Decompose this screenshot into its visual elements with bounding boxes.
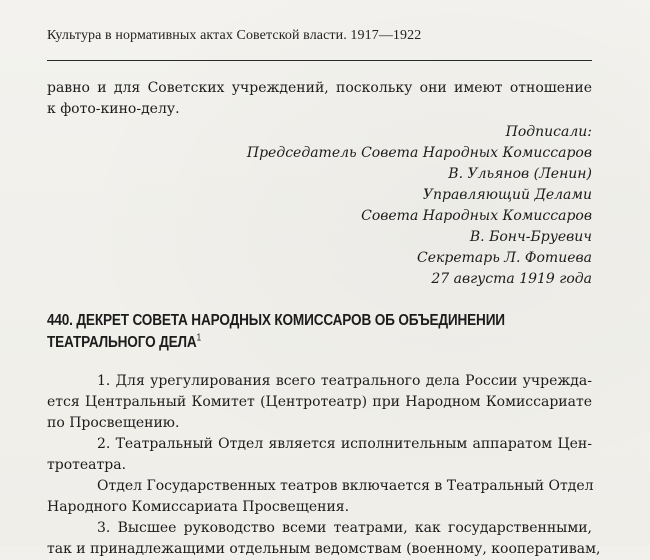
text-line: тротеатра. [47, 457, 127, 473]
signature-line: Совета Народных Комиссаров [361, 208, 592, 224]
text-line: Народного Комиссариата Просвещения. [47, 499, 350, 515]
decree-title [47, 310, 510, 354]
decree-paragraph-4 [47, 518, 601, 560]
text-line: к фото-кино-делу. [47, 101, 180, 117]
signature-line: Секретарь Л. Фотиева [417, 250, 592, 266]
decree-paragraph-3 [47, 476, 592, 518]
text-line: 3. Высшее руководство всеми театрами, как государственными, [97, 520, 592, 536]
signature-date: 27 августа 1919 года [431, 271, 592, 287]
signature-line: Председатель Совета Народных Комиссаров [246, 145, 592, 161]
signature-block [47, 122, 592, 290]
header-rule [47, 60, 592, 61]
text-line: равно и для Советских учреждений, поскольку они имеют отношение [47, 80, 592, 96]
decree-title-line: 440. ДЕКРЕТ СОВЕТА НАРОДНЫХ КОМИССАРОВ ОБ ОБЪЕДИНЕНИИ [47, 312, 505, 329]
text-line: так и принадлежащими отдельным ведомствам (военному, кооперативам, [47, 541, 601, 557]
text-line: ется Центральный Комитет (Центротеатр) при Народном Комиссариате [47, 394, 592, 410]
text-line: Отдел Государственных театров включается в Театральный Отдел [97, 478, 594, 494]
signature-line: В. Ульянов (Ленин) [448, 166, 592, 182]
signature-line: Подписали: [505, 124, 592, 140]
decree-paragraph-2 [47, 434, 592, 476]
text-line: 1. Для урегулирования всего театрального дела России учрежда- [97, 373, 592, 389]
decree-paragraph-1 [47, 371, 592, 434]
decree-title-text: ТЕАТРАЛЬНОГО ДЕЛА [47, 334, 197, 351]
footnote-mark: 1 [196, 332, 202, 344]
signature-line: Управляющий Делами [422, 187, 592, 203]
running-header: Культура в нормативных актах Советской власти. 1917—1922 [47, 28, 422, 43]
signature-line: В. Бонч-Бруевич [469, 229, 592, 245]
continuation-paragraph [47, 78, 592, 120]
text-line: 2. Театральный Отдел является исполнительным аппаратом Цен- [97, 436, 592, 452]
decree-title-line [47, 332, 510, 354]
text-line: по Просвещению. [47, 415, 180, 431]
